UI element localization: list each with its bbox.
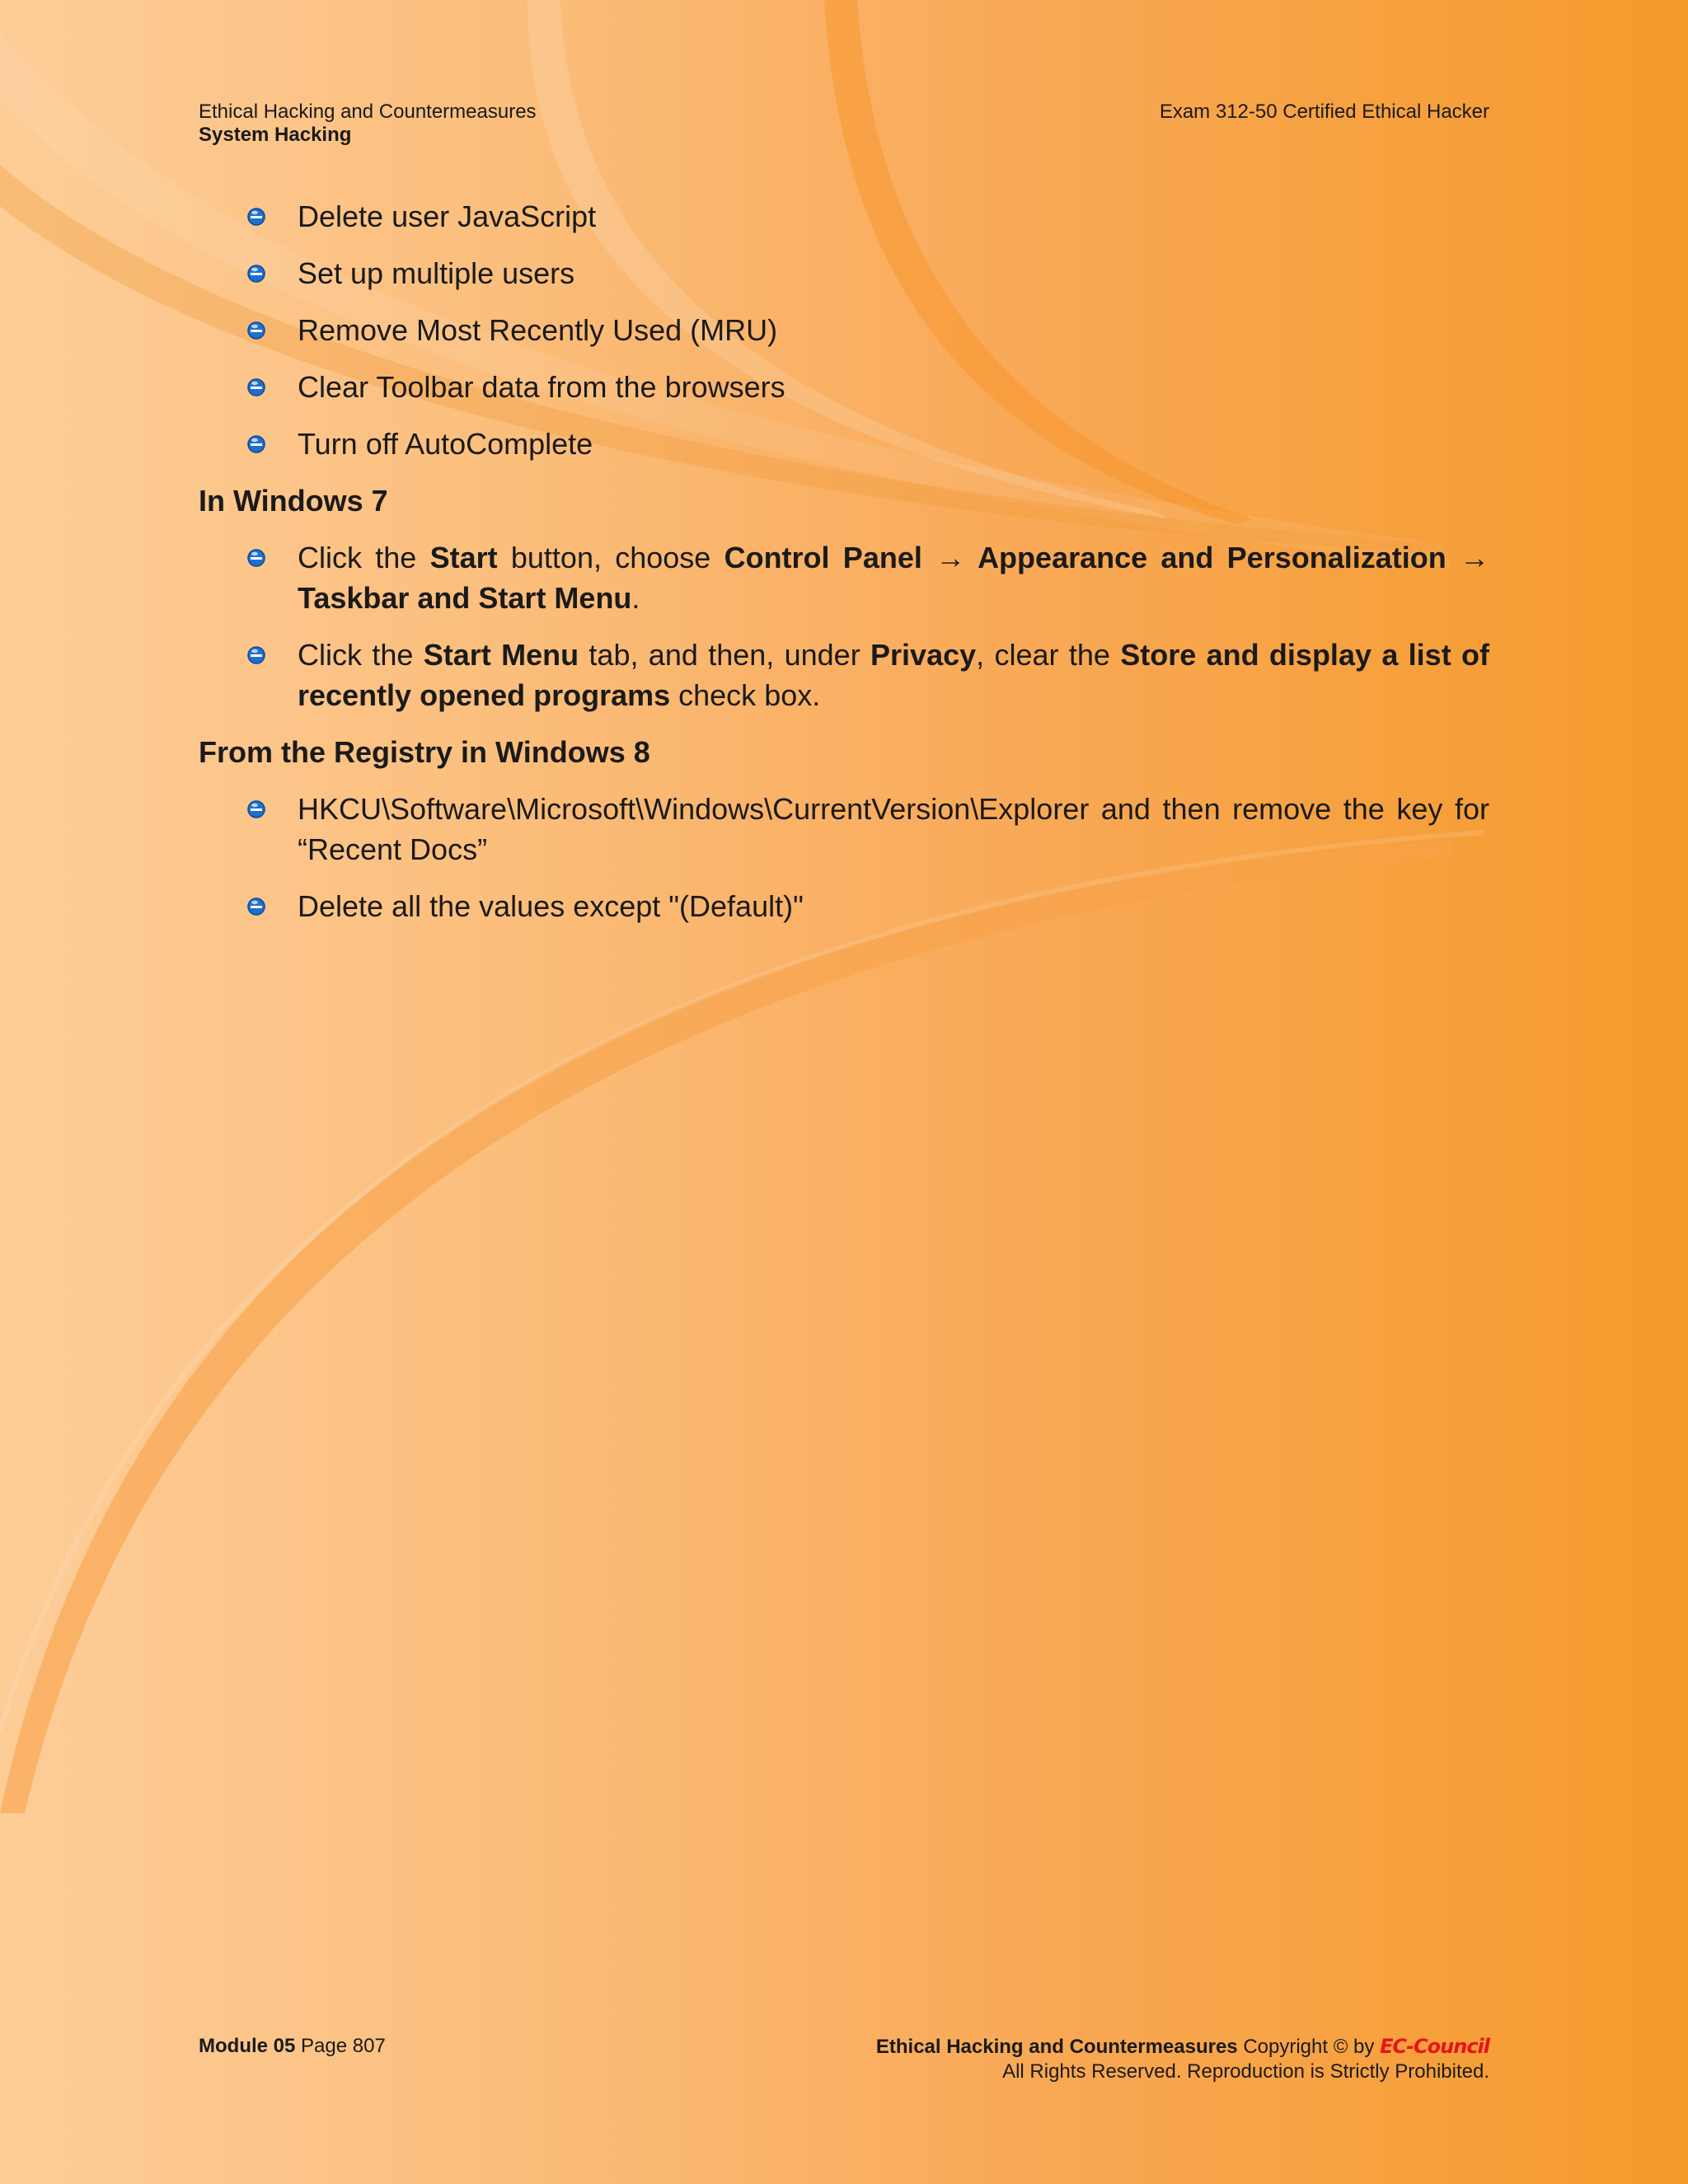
- step-text: tab, and then, under: [579, 638, 871, 672]
- footer-rights: All Rights Reserved. Reproduction is Strictly Prohibited.: [1002, 2060, 1489, 2083]
- page-footer-right: [876, 2034, 1489, 2084]
- step-bold-start-menu: Start Menu: [423, 638, 579, 672]
- bullet-icon: [247, 208, 265, 226]
- section-heading-windows-8: From the Registry in Windows 8: [199, 735, 650, 769]
- bullet-icon: [247, 435, 265, 453]
- list-item: [298, 253, 1489, 293]
- bullet-icon: [247, 646, 265, 664]
- footer-page-number: Page 807: [295, 2035, 386, 2057]
- list-item-text: Turn off AutoComplete: [298, 427, 593, 461]
- bullet-icon: [247, 265, 265, 283]
- step-text: , clear the: [976, 638, 1121, 672]
- footer-copyright: Copyright © by: [1237, 2036, 1381, 2058]
- list-item-text: Remove Most Recently Used (MRU): [298, 313, 778, 347]
- list-item-text: Set up multiple users: [298, 256, 575, 290]
- list-item: [298, 886, 1489, 926]
- step-bold-privacy: Privacy: [870, 638, 977, 672]
- document-body: [199, 196, 1489, 943]
- list-item: [298, 196, 1489, 237]
- list-item: [298, 635, 1489, 715]
- section-heading-windows-7: In Windows 7: [199, 484, 388, 518]
- list-item: [298, 310, 1489, 350]
- list-item-text: Clear Toolbar data from the browsers: [298, 370, 785, 404]
- arrow-icon: →: [1446, 541, 1490, 574]
- page-header-left: [199, 101, 537, 147]
- step-bold-taskbar: Taskbar and Start Menu: [298, 581, 632, 615]
- step-bold-control-panel: Control Panel: [724, 541, 922, 574]
- step-bold-start: Start: [429, 541, 498, 574]
- privacy-tips-list: [199, 196, 1489, 464]
- windows-8-steps-list: [199, 789, 1489, 926]
- bullet-icon: [247, 321, 265, 340]
- step-text: Click the: [298, 541, 430, 574]
- page-footer-left: [199, 2034, 386, 2059]
- header-title: Ethical Hacking and Countermeasures: [199, 101, 537, 123]
- list-item-text: HKCU\Software\Microsoft\Windows\CurrentVersion\Explorer and then remove the key for “Recent Docs”: [298, 792, 1489, 866]
- ec-council-logo: EC-Council: [1380, 2035, 1489, 2058]
- header-exam: Exam 312-50 Certified Ethical Hacker: [1159, 101, 1489, 123]
- step-text: .: [631, 581, 640, 615]
- bullet-icon: [247, 378, 265, 396]
- bullet-icon: [247, 898, 265, 916]
- list-item-text: Delete all the values except "(Default)": [298, 889, 804, 923]
- step-text: check box.: [670, 678, 821, 712]
- list-item: [298, 789, 1489, 869]
- list-item: [298, 537, 1489, 618]
- bullet-icon: [247, 549, 265, 567]
- windows-7-steps-list: [199, 537, 1489, 715]
- header-section: System Hacking: [199, 124, 352, 146]
- step-bold-appearance: Appearance and Personalization: [978, 541, 1447, 574]
- arrow-icon: →: [921, 541, 978, 574]
- list-item: [298, 367, 1489, 407]
- list-item: [298, 424, 1489, 464]
- bullet-icon: [247, 800, 265, 818]
- footer-copyright-line: [876, 2034, 1489, 2060]
- list-item-text: Delete user JavaScript: [298, 199, 597, 233]
- step-text: Click the: [298, 638, 424, 672]
- footer-module: Module 05: [199, 2035, 296, 2057]
- footer-course: Ethical Hacking and Countermeasures: [875, 2036, 1238, 2058]
- step-bold-store-list: Store and display a list of recently opened programs: [298, 638, 1490, 712]
- step-text: button, choose: [497, 541, 724, 574]
